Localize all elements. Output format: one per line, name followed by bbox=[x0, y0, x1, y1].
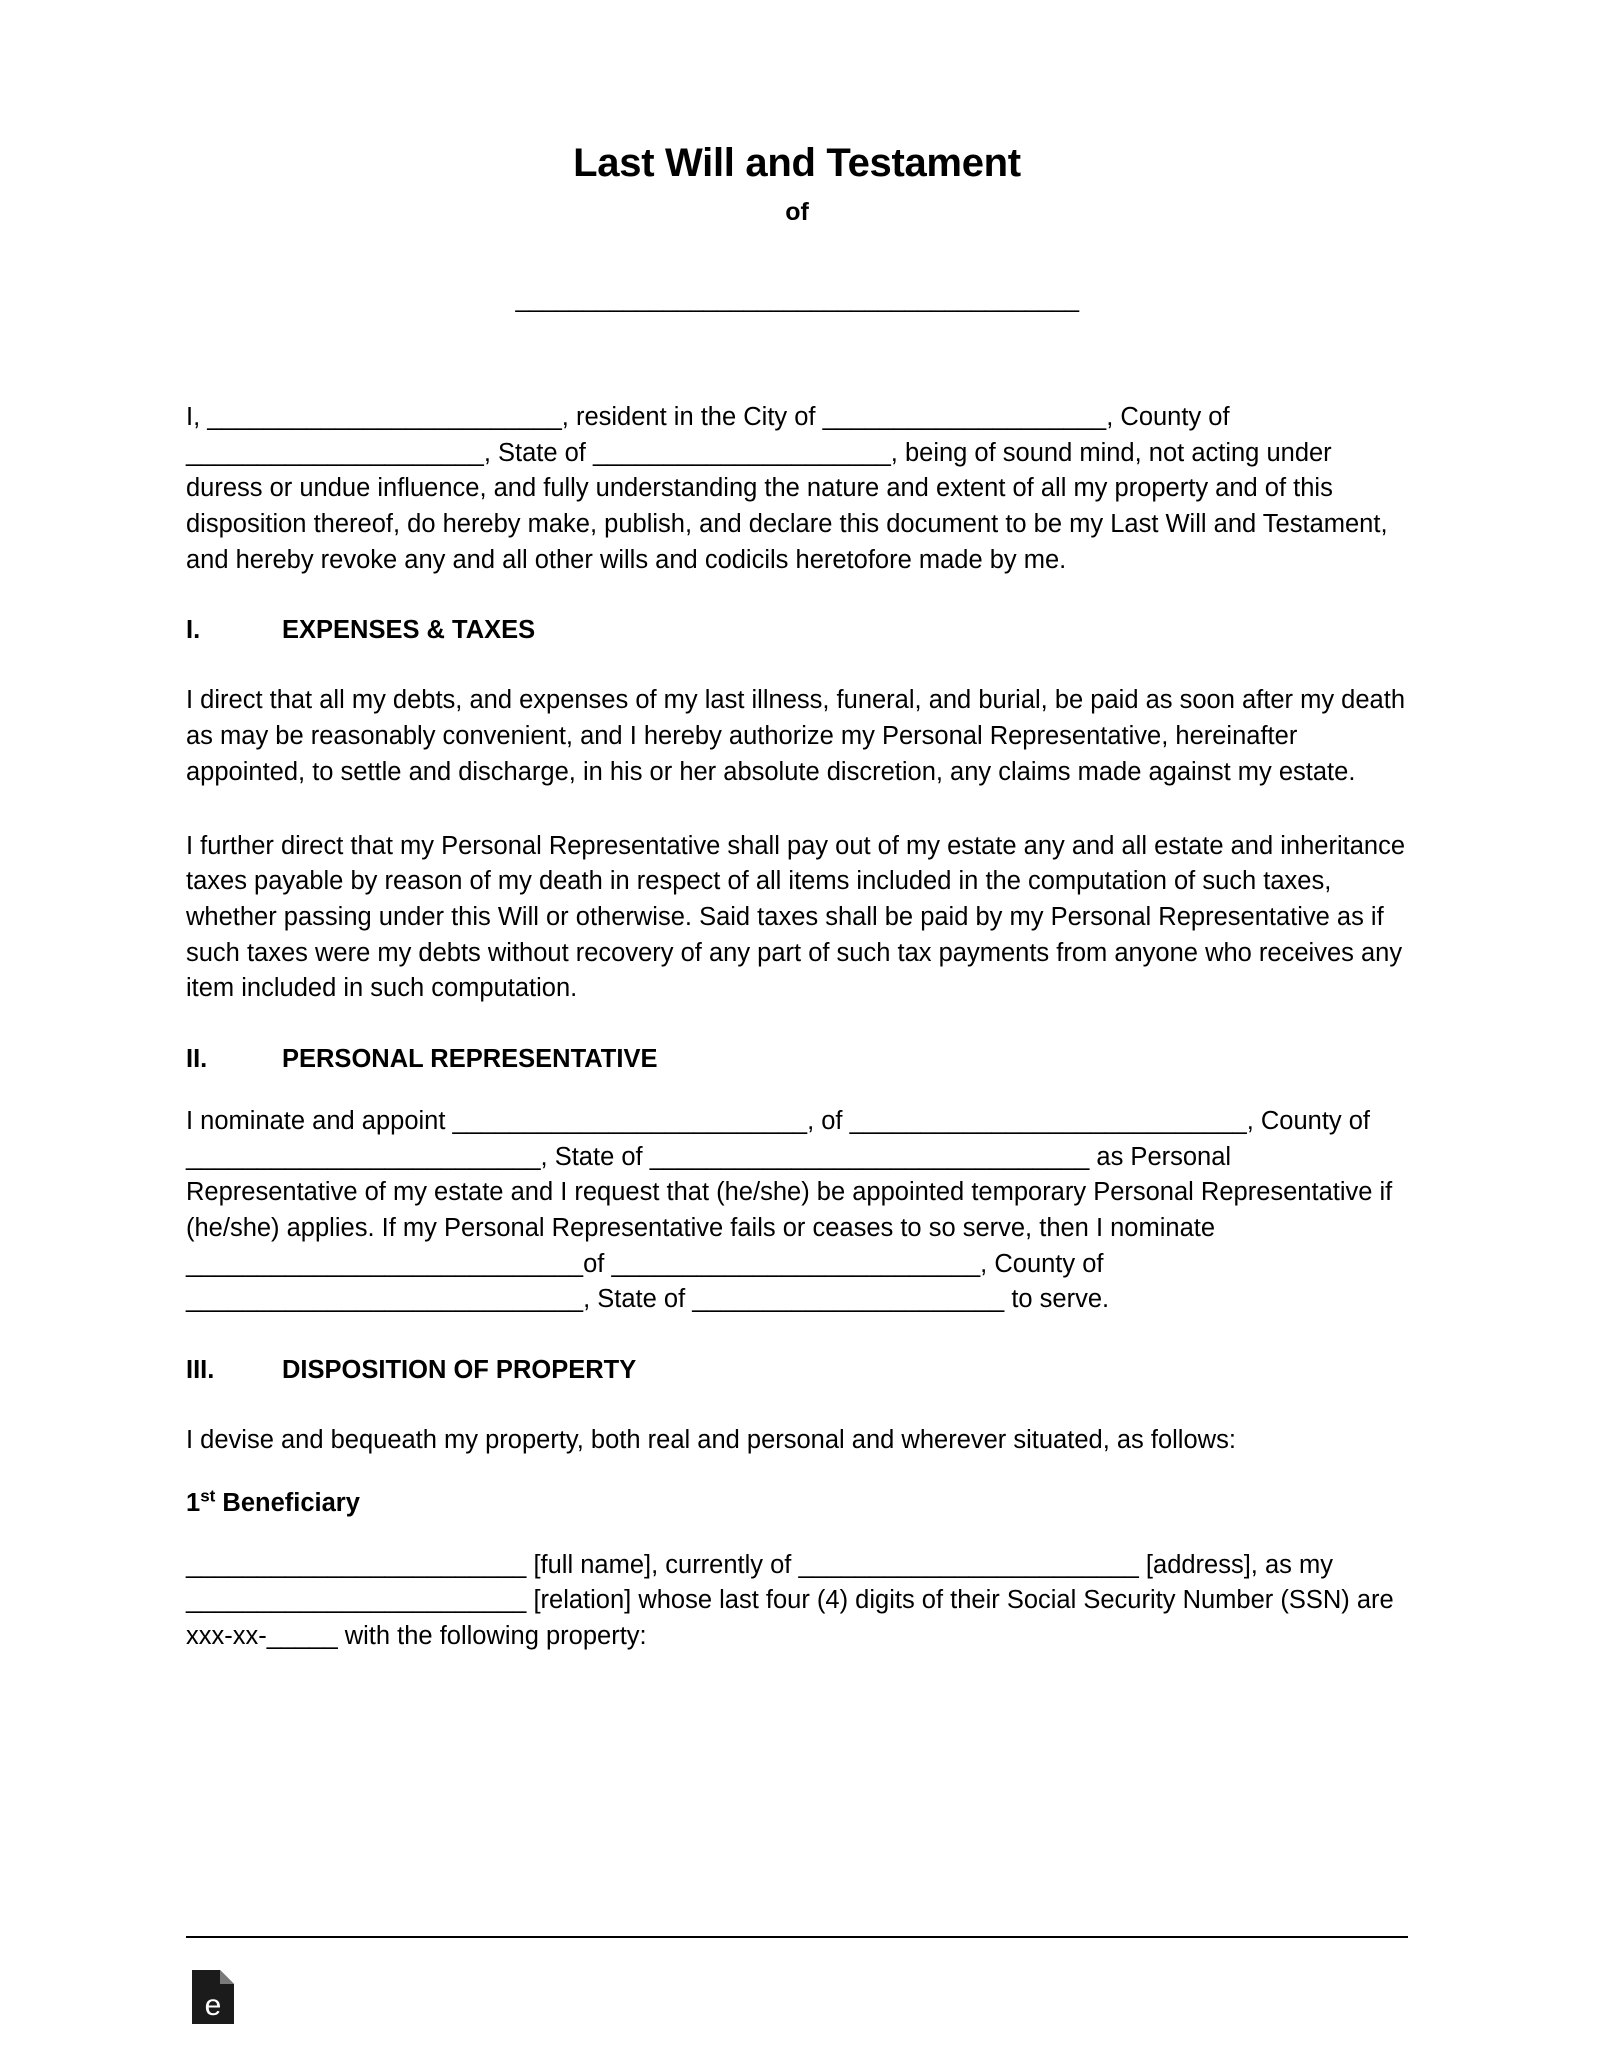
section-numeral-1: I. bbox=[186, 616, 201, 645]
page-subtitle: of bbox=[785, 198, 809, 226]
testator-name-line-container bbox=[186, 285, 1408, 314]
section-heading-personal-representative bbox=[186, 1045, 1408, 1074]
section-1-paragraph-2: I further direct that my Personal Representative shall pay out of my estate any and all estate and inheritance taxes payable by reason of my death in respect of all items included in the computation of such taxes, whether passing under this Will or otherwise. Said taxes shall be paid by my Personal Representative as if such taxes were my debts without recovery of any part of such tax payments from anyone who receives any item included in such computation. bbox=[186, 831, 1406, 1003]
testator-name-blank[interactable]: __________________________________________ bbox=[515, 285, 1079, 313]
section-numeral-2: II. bbox=[186, 1044, 208, 1073]
section-heading-disposition-of-property bbox=[186, 1356, 1408, 1385]
beneficiary-details-paragraph: ________________________ [full name], currently of ________________________ [address], as my ________________________ [relation] whose last four (4) digits of their Social Security Number (SSN) are xxx-xx-_____ with the following property: bbox=[186, 1550, 1394, 1651]
section-1-paragraph-1: I direct that all my debts, and expenses of my last illness, funeral, and burial, be paid as soon after my death as may be reasonably convenient, and I hereby authorize my Personal Representative, hereinafter appointed, to settle and discharge, in his or her absolute discretion, any claims made against my estate. bbox=[186, 686, 1405, 786]
intro-paragraph: I, _________________________, resident in the City of ____________________, County of _____________________, State of _____________________, being of sound mind, not acting under duress or undue influence, and fully understanding the nature and extent of all my property and of this disposition thereof, do hereby make, publish, and declare this document to be my Last Will and Testament, and hereby revoke any and all other wills and codicils heretofore made by me. bbox=[186, 403, 1388, 574]
footer-divider bbox=[186, 1936, 1408, 1938]
section-3-paragraph-1: I devise and bequeath my property, both real and personal and wherever situated, as follows: bbox=[186, 1426, 1236, 1455]
section-heading-expenses-taxes bbox=[186, 616, 1408, 645]
document-body bbox=[186, 0, 1408, 1655]
section-numeral-3: III. bbox=[186, 1356, 215, 1385]
section-2-paragraph-1: I nominate and appoint _________________________, of ____________________________, County of _________________________, State of _______________________________ as Personal Representative of my estate and I request that (he/she) be appointed temporary Personal Representative if (he/she) applies. If my Personal Representative fails or ceases to so serve, then I nominate ____________________________of __________________________, County of ____________________________, State of ______________________ to serve. bbox=[186, 1106, 1393, 1314]
section-title-3: DISPOSITION OF PROPERTY bbox=[282, 1356, 637, 1385]
beneficiary-number: 1 bbox=[186, 1488, 201, 1517]
efile-document-icon[interactable] bbox=[190, 1968, 236, 2026]
beneficiary-ordinal-suffix: st bbox=[200, 1486, 216, 1506]
page-title: Last Will and Testament bbox=[573, 141, 1021, 185]
section-title-1: EXPENSES & TAXES bbox=[282, 616, 536, 645]
svg-text:e: e bbox=[204, 1989, 222, 2022]
beneficiary-label-text: Beneficiary bbox=[215, 1488, 360, 1517]
section-title-2: PERSONAL REPRESENTATIVE bbox=[282, 1044, 658, 1073]
subsection-heading-first-beneficiary bbox=[186, 1486, 1408, 1518]
